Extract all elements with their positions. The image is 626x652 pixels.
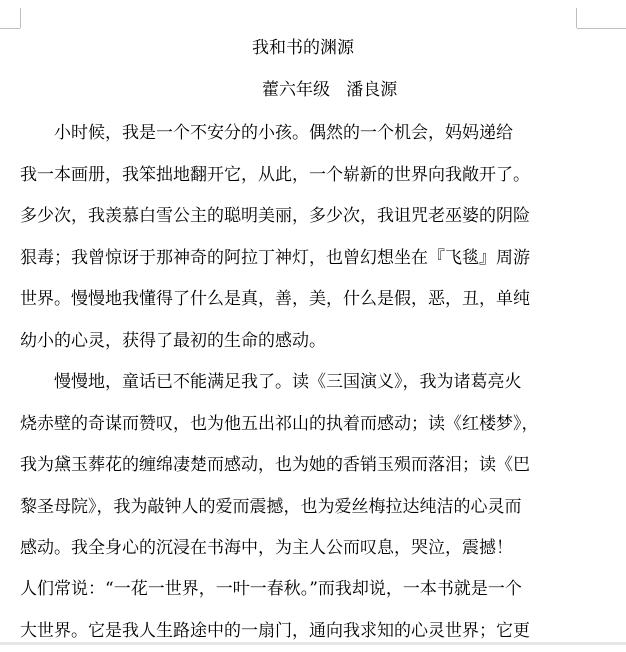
- crop-mark-top-left: [0, 28, 20, 29]
- text-line: 黎圣母院》，我为敲钟人的爱而震撼，也为爱丝梅拉达纯洁的心灵而: [20, 487, 605, 529]
- crop-mark-top-left: [20, 8, 21, 28]
- text-line: 慢慢地，童话已不能满足我了。读《三国演义》，我为诸葛亮火: [20, 362, 605, 404]
- paragraph-1: [20, 113, 605, 362]
- text-line: 我一本画册，我笨拙地翻开它，从此，一个崭新的世界向我敞开了。: [20, 155, 605, 197]
- paragraph-3: [20, 569, 605, 652]
- text-line: 我为黛玉葬花的缠绵凄楚而感动，也为她的香销玉殒而落泪；读《巴: [20, 445, 605, 487]
- text-line: 大世界。它是我人生路途中的一扇门，通向我求知的心灵世界；它更: [20, 611, 605, 652]
- text-line: 世界。慢慢地我懂得了什么是真，善，美，什么是假，恶，丑，单纯: [20, 279, 605, 321]
- crop-mark-top-right: [576, 8, 577, 28]
- text-line: 多少次，我羡慕白雪公主的聪明美丽，多少次，我诅咒老巫婆的阴险: [20, 196, 605, 238]
- text-line: 狠毒；我曾惊讶于那神奇的阿拉丁神灯，也曾幻想坐在『飞毯』周游: [20, 238, 605, 280]
- text-line: 人们常说：“一花一世界，一叶一春秋。”而我却说，一本书就是一个: [20, 569, 605, 611]
- document-title: 我和书的渊源: [0, 34, 626, 62]
- text-line: 感动。我全身心的沉浸在书海中，为主人公而叹息，哭泣，震撼！: [20, 528, 605, 570]
- text-line: 小时候，我是一个不安分的小孩。偶然的一个机会，妈妈递给: [20, 113, 605, 155]
- crop-mark-top-right: [577, 28, 626, 29]
- author-byline: 藿六年级 潘良源: [262, 76, 397, 104]
- text-line: 烧赤壁的奇谋而赞叹，也为他五出祁山的执着而感动；读《红楼梦》，: [20, 404, 605, 446]
- paragraph-2: [20, 362, 605, 570]
- text-line: 幼小的心灵，获得了最初的生命的感动。: [20, 321, 605, 363]
